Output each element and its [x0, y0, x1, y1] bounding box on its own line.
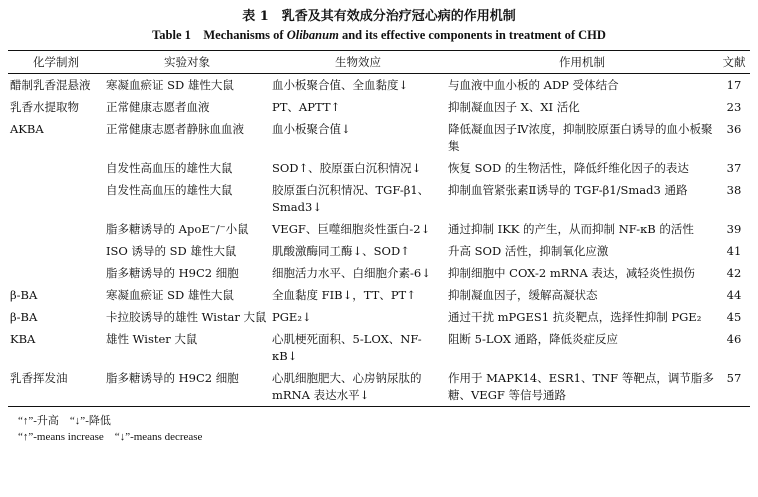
cell-subject: 脂多糖诱导的 H9C2 细胞	[106, 266, 239, 280]
cell-reference: 38	[726, 183, 742, 197]
table-row	[8, 179, 750, 218]
cell-reference: 44	[726, 288, 742, 302]
cell-reference: 23	[726, 100, 742, 114]
cell-reference: 42	[726, 266, 742, 280]
cell-mechanism: 恢复 SOD 的生物活性，降低纤维化因子的表达	[448, 161, 689, 175]
cell-effect: 心肌细胞肥大、心房钠尿肽的 mRNA 表达水平↓	[272, 371, 422, 402]
table-row	[8, 218, 750, 240]
header-mechanism: 作用机制	[559, 55, 605, 69]
cell-mechanism: 降低凝血因子Ⅳ浓度，抑制胶原蛋白诱导的血小板聚集	[448, 122, 713, 153]
cell-mechanism: 通过干扰 mPGES1 抗炎靶点，选择性抑制 PGE₂	[448, 310, 702, 324]
table-header-row	[8, 51, 750, 74]
cell-effect: SOD↑、胶原蛋白沉积情况↓	[272, 161, 422, 175]
cell-agent	[8, 262, 104, 284]
cell-effect: 血小板聚合值↓	[272, 122, 351, 136]
cell-subject: 脂多糖诱导的 H9C2 细胞	[106, 371, 239, 385]
cell-effect: 细胞活力水平、白细胞介素-6↓	[272, 266, 431, 280]
cell-agent: AKBA	[10, 122, 44, 136]
cell-mechanism: 升高 SOD 活性，抑制氧化应激	[448, 244, 609, 258]
cell-subject: 正常健康志愿者血液	[106, 100, 210, 114]
cell-reference: 57	[726, 371, 742, 385]
cell-mechanism: 与血液中血小板的 ADP 受体结合	[448, 78, 619, 92]
cell-mechanism: 抑制凝血因子 X、XI 活化	[448, 100, 580, 114]
header-effect: 生物效应	[335, 55, 381, 69]
title-en-italic: Olibanum	[286, 28, 339, 42]
cell-mechanism: 阻断 5-LOX 通路，降低炎症反应	[448, 332, 619, 346]
cell-mechanism: 抑制血管紧张素Ⅱ诱导的 TGF-β1/Smad3 通路	[448, 183, 688, 197]
cell-subject: 寒凝血瘀证 SD 雄性大鼠	[106, 288, 234, 302]
cell-agent: KBA	[10, 332, 36, 346]
cell-agent: β-BA	[10, 310, 38, 324]
footnote-chinese: “↑”-升高 “↓”-降低	[18, 415, 111, 427]
cell-reference: 46	[726, 332, 742, 346]
cell-reference: 39	[726, 222, 742, 236]
footnote-english: “↑”-means increase “↓”-means decrease	[18, 431, 203, 443]
table-row	[8, 262, 750, 284]
cell-agent: 乳香水提取物	[10, 100, 79, 114]
cell-reference: 45	[726, 310, 742, 324]
cell-agent: β-BA	[10, 288, 38, 302]
table-row	[8, 118, 750, 157]
cell-agent	[8, 218, 104, 240]
cell-reference: 17	[726, 78, 742, 92]
cell-subject: 卡拉胶诱导的雄性 Wistar 大鼠	[106, 310, 267, 324]
cell-effect: 心肌梗死面积、5-LOX、NF-κB↓	[272, 332, 422, 363]
cell-agent	[8, 240, 104, 262]
cell-subject: 脂多糖诱导的 ApoE⁻/⁻小鼠	[106, 222, 249, 236]
mechanism-table	[8, 50, 750, 407]
cell-agent: 乳香挥发油	[10, 371, 68, 385]
table-row	[8, 328, 750, 367]
table-row	[8, 306, 750, 328]
title-en-prefix: Table 1 Mechanisms of	[152, 28, 287, 42]
header-reference: 文献	[722, 55, 746, 69]
cell-effect: 胶原蛋白沉积情况、TGF-β1、Smad3↓	[272, 183, 430, 214]
table-row	[8, 157, 750, 179]
cell-effect: PT、APTT↑	[272, 100, 341, 114]
cell-reference: 41	[726, 244, 742, 258]
table-row	[8, 240, 750, 262]
cell-reference: 37	[726, 161, 742, 175]
cell-agent	[8, 157, 104, 179]
cell-mechanism: 抑制细胞中 COX-2 mRNA 表达，减轻炎性损伤	[448, 266, 695, 280]
cell-mechanism: 抑制凝血因子，缓解高凝状态	[448, 288, 598, 302]
cell-effect: 血小板聚合值、全血黏度↓	[272, 78, 409, 92]
table-title-chinese: 表 1 乳香及其有效成分治疗冠心病的作用机制	[242, 9, 516, 24]
table-row	[8, 367, 750, 407]
cell-mechanism: 通过抑制 IKK 的产生，从而抑制 NF-κB 的活性	[448, 222, 694, 236]
cell-subject: 寒凝血瘀证 SD 雄性大鼠	[106, 78, 234, 92]
header-subject: 实验对象	[164, 55, 210, 69]
cell-effect: PGE₂↓	[272, 310, 312, 324]
cell-subject: ISO 诱导的 SD 雄性大鼠	[106, 244, 237, 258]
table-row	[8, 96, 750, 118]
cell-reference: 36	[726, 122, 742, 136]
title-en-suffix: and its effective components in treatment of CHD	[338, 28, 606, 42]
cell-effect: 肌酸激酶同工酶↓、SOD↑	[272, 244, 410, 258]
cell-subject: 雄性 Wister 大鼠	[106, 332, 198, 346]
cell-subject: 自发性高血压的雄性大鼠	[106, 183, 233, 197]
cell-mechanism: 作用于 MAPK14、ESR1、TNF 等靶点，调节脂多糖、VEGF 等信号通路	[448, 371, 714, 402]
footnote	[8, 413, 750, 445]
cell-subject: 正常健康志愿者静脉血血液	[106, 122, 244, 136]
cell-effect: 全血黏度 FIB↓，TT、PT↑	[272, 288, 416, 302]
cell-effect: VEGF、巨噬细胞炎性蛋白-2↓	[272, 222, 431, 236]
header-agent: 化学制剂	[33, 55, 79, 69]
cell-subject: 自发性高血压的雄性大鼠	[106, 161, 233, 175]
table-row	[8, 284, 750, 306]
table-title-english	[8, 26, 750, 44]
table-row	[8, 74, 750, 97]
cell-agent	[8, 179, 104, 218]
document-page	[0, 8, 758, 497]
cell-agent: 醋制乳香混悬液	[10, 78, 91, 92]
